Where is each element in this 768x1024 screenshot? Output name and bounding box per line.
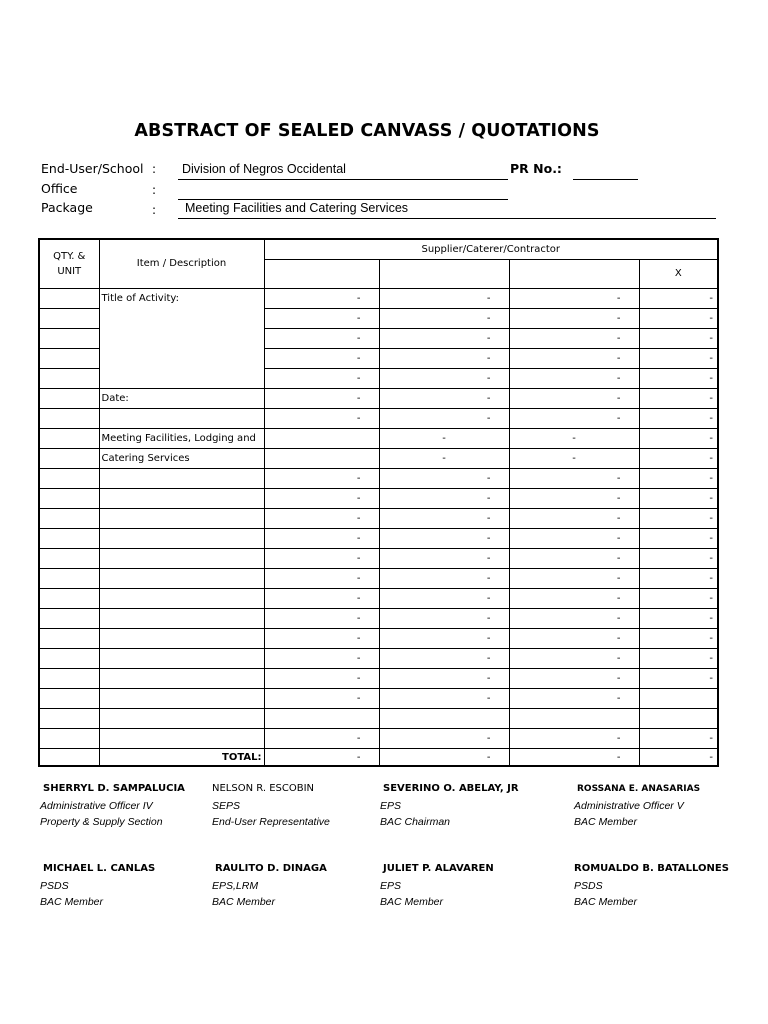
amount-cell: -	[639, 569, 718, 589]
table-row	[39, 329, 718, 349]
signatory-name: MICHAEL L. CANLAS	[43, 863, 156, 874]
amount-cell: -	[264, 289, 379, 309]
amount-cell: -	[509, 649, 639, 669]
table-row	[39, 729, 718, 749]
amount-cell: -	[264, 729, 379, 749]
end-user-underline	[178, 179, 508, 180]
amount-cell: -	[379, 369, 509, 389]
package-label: Package	[41, 200, 93, 215]
signatory-position: EPS	[380, 799, 402, 812]
amount-cell: -	[639, 289, 718, 309]
package-colon: :	[152, 203, 157, 217]
amount-cell: -	[639, 489, 718, 509]
document-title: ABSTRACT OF SEALED CANVASS / QUOTATIONS	[134, 121, 600, 141]
signatory-block	[574, 781, 700, 831]
signatory-position: Administrative Officer V	[574, 799, 684, 812]
supplier-name-2	[379, 260, 509, 289]
signatory-role: BAC Member	[212, 896, 276, 908]
amount-cell: -	[509, 489, 639, 509]
signatory-name: NELSON R. ESCOBIN	[212, 783, 315, 794]
amount-cell: -	[509, 449, 639, 469]
amount-cell: -	[509, 509, 639, 529]
end-user-colon: :	[152, 162, 157, 176]
catering-services-label: Catering Services	[99, 449, 264, 469]
amount-cell: -	[639, 449, 718, 469]
table-row	[39, 529, 718, 549]
amount-cell: -	[264, 689, 379, 709]
amount-cell: -	[509, 589, 639, 609]
pr-no-label: PR No.:	[510, 161, 562, 176]
amount-cell: -	[639, 469, 718, 489]
signatory-role: End-User Representative	[212, 816, 330, 828]
amount-cell: -	[264, 649, 379, 669]
total-amount-cell: -	[379, 749, 509, 767]
amount-cell: -	[509, 429, 639, 449]
total-amount-cell: -	[264, 749, 379, 767]
amount-cell: -	[379, 729, 509, 749]
amount-cell: -	[509, 529, 639, 549]
amount-cell: -	[639, 369, 718, 389]
amount-cell: -	[379, 549, 509, 569]
amount-cell: -	[639, 729, 718, 749]
table-row	[39, 509, 718, 529]
end-user-value: Division of Negros Occidental	[182, 162, 346, 176]
amount-cell: -	[509, 409, 639, 429]
signatory-position: EPS	[380, 879, 402, 892]
amount-cell: -	[639, 649, 718, 669]
table-row	[39, 389, 718, 409]
table-row	[39, 629, 718, 649]
signatory-name: SEVERINO O. ABELAY, JR	[383, 783, 519, 794]
amount-cell: -	[509, 689, 639, 709]
signatory-position: PSDS	[574, 879, 603, 892]
signatory-position: Administrative Officer IV	[40, 799, 153, 812]
amount-cell: -	[639, 409, 718, 429]
amount-cell: -	[264, 529, 379, 549]
table-row	[39, 669, 718, 689]
amount-cell: -	[509, 289, 639, 309]
table-row	[39, 609, 718, 629]
signatory-name: RAULITO D. DINAGA	[215, 863, 327, 874]
amount-cell: -	[264, 329, 379, 349]
amount-cell: -	[639, 309, 718, 329]
amount-cell: -	[379, 529, 509, 549]
amount-cell: -	[379, 409, 509, 429]
amount-cell: -	[639, 589, 718, 609]
signatory-position: SEPS	[212, 799, 241, 812]
signatory-name: SHERRYL D. SAMPALUCIA	[43, 783, 185, 794]
table-row	[39, 589, 718, 609]
signatory-block	[212, 781, 330, 831]
supplier-name-3	[509, 260, 639, 289]
table-row	[39, 309, 718, 329]
table-row	[39, 289, 718, 309]
amount-cell: -	[509, 569, 639, 589]
qty-unit-header: QTY. & UNIT	[39, 239, 99, 289]
amount-cell: -	[639, 669, 718, 689]
amount-cell: -	[639, 509, 718, 529]
date-label: Date:	[99, 389, 264, 409]
amount-cell: -	[379, 329, 509, 349]
amount-cell: -	[509, 369, 639, 389]
supplier-name-1	[264, 260, 379, 289]
signatory-block	[574, 861, 729, 911]
amount-cell: -	[639, 429, 718, 449]
amount-cell: -	[379, 669, 509, 689]
office-label: Office	[41, 181, 78, 196]
amount-cell: -	[509, 609, 639, 629]
package-underline	[178, 218, 716, 219]
table-row	[39, 649, 718, 669]
table-row	[39, 469, 718, 489]
amount-cell: -	[379, 689, 509, 709]
table-row	[39, 689, 718, 709]
signatory-role: BAC Member	[574, 896, 638, 908]
amount-cell: -	[639, 629, 718, 649]
table-row	[39, 709, 718, 729]
amount-cell: -	[379, 429, 509, 449]
table-row	[39, 409, 718, 429]
office-colon: :	[152, 183, 157, 197]
signatory-role: Property & Supply Section	[40, 816, 163, 828]
amount-cell: -	[509, 629, 639, 649]
amount-cell: -	[379, 489, 509, 509]
amount-cell: -	[379, 629, 509, 649]
amount-cell: -	[379, 349, 509, 369]
signatory-block	[40, 861, 155, 911]
amount-cell: -	[509, 329, 639, 349]
amount-cell: -	[639, 389, 718, 409]
amount-cell: -	[379, 609, 509, 629]
signatory-role: BAC Chairman	[380, 816, 451, 828]
signatory-position: PSDS	[40, 879, 69, 892]
amount-cell: -	[509, 469, 639, 489]
office-underline	[178, 199, 508, 200]
meeting-facilities-label: Meeting Facilities, Lodging and	[99, 429, 264, 449]
table-row	[39, 489, 718, 509]
item-description-header: Item / Description	[99, 239, 264, 289]
amount-cell: -	[264, 389, 379, 409]
amount-cell: -	[264, 569, 379, 589]
signatory-position: EPS,LRM	[212, 879, 259, 892]
canvass-table	[38, 238, 719, 767]
amount-cell: -	[379, 449, 509, 469]
table-row	[39, 549, 718, 569]
amount-cell: -	[264, 509, 379, 529]
amount-cell: -	[264, 549, 379, 569]
amount-cell: -	[379, 389, 509, 409]
table-row	[39, 429, 718, 449]
title-of-activity-label: Title of Activity:	[99, 289, 264, 309]
total-row	[39, 749, 718, 767]
amount-cell: -	[639, 609, 718, 629]
amount-cell: -	[509, 309, 639, 329]
amount-cell: -	[264, 309, 379, 329]
total-amount-cell: -	[509, 749, 639, 767]
amount-cell: -	[639, 529, 718, 549]
amount-cell: -	[379, 509, 509, 529]
amount-cell: -	[509, 729, 639, 749]
amount-cell: -	[509, 669, 639, 689]
pr-no-underline	[573, 179, 638, 180]
signatory-block	[380, 861, 494, 911]
signatory-name: JULIET P. ALAVAREN	[383, 863, 494, 874]
amount-cell: -	[639, 329, 718, 349]
table-row	[39, 349, 718, 369]
amount-cell: -	[379, 289, 509, 309]
amount-cell: -	[509, 389, 639, 409]
amount-cell: -	[264, 669, 379, 689]
amount-cell: -	[264, 609, 379, 629]
package-value: Meeting Facilities and Catering Services	[185, 201, 409, 215]
amount-cell: -	[264, 369, 379, 389]
table-row	[39, 449, 718, 469]
amount-cell: -	[509, 549, 639, 569]
amount-cell: -	[639, 349, 718, 369]
signatory-role: BAC Member	[40, 896, 104, 908]
amount-cell: -	[264, 349, 379, 369]
amount-cell: -	[379, 309, 509, 329]
amount-cell: -	[379, 469, 509, 489]
amount-cell: -	[264, 409, 379, 429]
amount-cell: -	[264, 469, 379, 489]
signatory-block	[40, 781, 185, 831]
table-row	[39, 369, 718, 389]
table-row	[39, 569, 718, 589]
amount-cell: -	[264, 589, 379, 609]
signatory-block	[380, 781, 519, 831]
amount-cell: -	[379, 649, 509, 669]
signatory-role: BAC Member	[574, 816, 638, 828]
amount-cell: -	[379, 589, 509, 609]
supplier-header: Supplier/Caterer/Contractor	[264, 239, 718, 260]
amount-cell: -	[639, 549, 718, 569]
amount-cell: -	[379, 569, 509, 589]
total-amount-cell: -	[639, 749, 718, 767]
supplier-name-4: X	[639, 260, 718, 289]
total-label: TOTAL:	[99, 749, 264, 767]
signatory-role: BAC Member	[380, 896, 444, 908]
amount-cell: -	[509, 349, 639, 369]
signatory-block	[212, 861, 327, 911]
amount-cell: -	[264, 489, 379, 509]
signatory-name: ROSSANA E. ANASARIAS	[577, 784, 701, 794]
end-user-label: End-User/School	[41, 161, 144, 176]
signatory-name: ROMUALDO B. BATALLONES	[574, 863, 729, 874]
amount-cell: -	[264, 629, 379, 649]
